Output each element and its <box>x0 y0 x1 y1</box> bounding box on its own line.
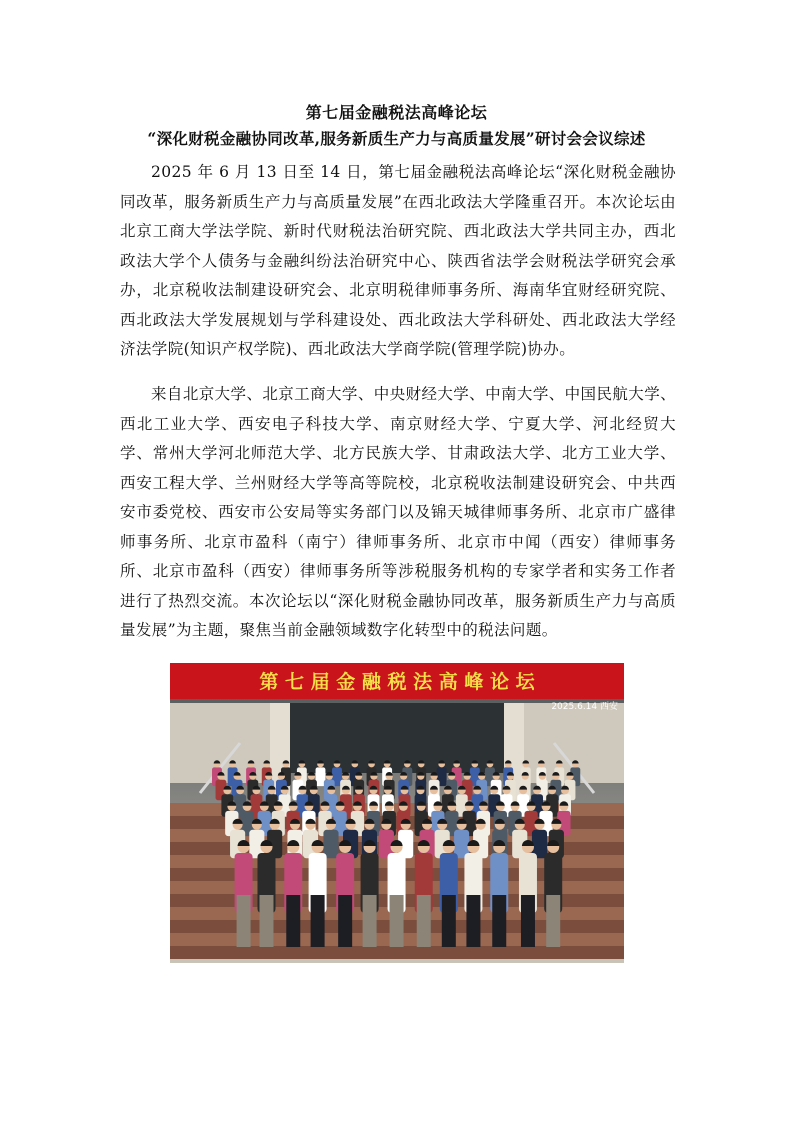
paragraph-2 <box>120 380 676 646</box>
person <box>257 840 275 947</box>
paragraph-1-text: 2025 年 6 月 13 日至 14 日，第七届金融税法高峰论坛“深化财税金融协同改革，服务新质生产力与高质量发展”在西北政法大学隆重召开。本次论坛由北京工商大学法学院、新时代财税法治研究院、西北政法大学共同主办，西北政法大学个人债务与金融纠纷法治研究中心、陕西省法学会财税法学研究会承办，北京税收法制建设研究会、北京明税律师事务所、海南华宜财经研究院、西北政法大学发展规划与学科建设处、西北政法大学科研处、西北政法大学经济法学院(知识产权学院)、西北政法大学商学院(管理学院)协办。 <box>120 163 676 358</box>
person <box>235 840 253 947</box>
photo-date-stamp: 2025.6.14 西安 <box>551 702 618 712</box>
person <box>284 840 302 947</box>
person <box>519 840 537 947</box>
person <box>388 840 406 947</box>
person <box>464 840 482 947</box>
document-title: 第七届金融税法高峰论坛 <box>305 103 488 122</box>
stair-step <box>170 946 624 959</box>
person <box>336 840 354 947</box>
person <box>415 840 433 947</box>
person <box>440 840 458 947</box>
person <box>490 840 508 947</box>
paragraph-1 <box>120 158 676 365</box>
person <box>544 840 562 947</box>
photo-banner-text: 第 七 届 金 融 税 法 高 峰 论 坛 <box>259 671 535 693</box>
person <box>309 840 327 947</box>
group-photo-illustration <box>170 663 624 963</box>
group-photo <box>170 663 624 963</box>
document-subtitle: “深化财税金融协同改革,服务新质生产力与高质量发展”研讨会会议综述 <box>147 129 646 148</box>
person <box>361 840 379 947</box>
paragraph-2-text: 来自北京大学、北京工商大学、中央财经大学、中南大学、中国民航大学、西北工业大学、西安电子科技大学、南京财经大学、宁夏大学、河北经贸大学、常州大学河北师范大学、北方民族大学、甘肃政法大学、北方工业大学、西安工程大学、兰州财经大学等高等院校，北京税收法制建设研究会、中共西安市委党校、西安市公安局等实务部门以及锦天城律师事务所、北京市广盛律师事务所、北京市盈科（南宁）律师事务所、北京市中闻（西安）律师事务所、北京市盈科（西安）律师事务所等涉税服务机构的专家学者和实务工作者进行了热烈交流。本次论坛以“深化财税金融协同改革，服务新质生产力与高质量发展”为主题，聚焦当前金融领域数字化转型中的税法问题。 <box>120 385 676 639</box>
building-doorway <box>280 703 514 773</box>
